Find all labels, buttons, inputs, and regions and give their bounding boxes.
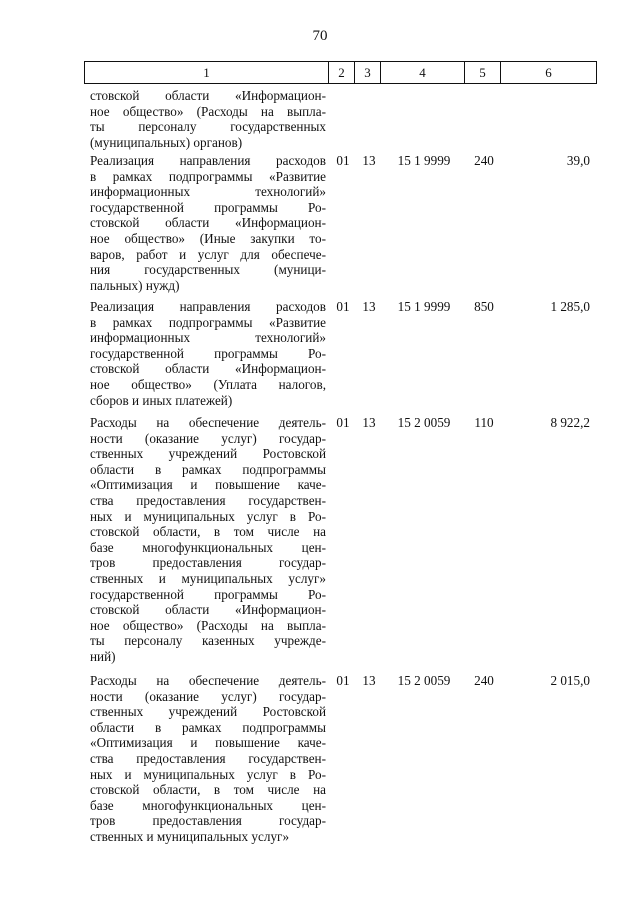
subsection-code: 13 [362,673,376,688]
description-line: Расходы на обеспечение деятель- [90,673,326,688]
description-line: ты персоналу казенных учрежде- [90,633,326,649]
description-line: «Оптимизация и повышение каче- [90,477,326,493]
description-line: ственных и муниципальных услуг» [90,570,326,586]
description-line: ное общество» (Уплата налогов, [90,376,326,392]
target-article-code: 15 2 0059 [397,415,451,430]
description-line: базе многофункциональных цен- [90,797,326,813]
description-line: в рамках подпрограммы «Развитие [90,168,326,184]
description-line: информационных технологий» [90,184,326,200]
description-line: ства предоставления государствен- [90,492,326,508]
target-article-code: 15 1 9999 [397,153,451,168]
description-line: стовской области, в том числе на [90,524,326,540]
description-line: ния государственных (муници- [90,262,326,278]
description-line: области в рамках подпрограммы [90,719,326,735]
subsection-code: 13 [362,415,376,430]
description-line: ственных учреждений Ростовской [90,446,326,462]
column-header-3: 3 [355,62,381,84]
description-line: варов, работ и услуг для обеспече- [90,246,326,262]
description-line: «Оптимизация и повышение каче- [90,735,326,751]
description-line: области в рамках подпрограммы [90,461,326,477]
description-line: тров предоставления государ- [90,555,326,571]
description-line: ства предоставления государствен- [90,750,326,766]
row-description [90,88,326,150]
description-line: ственных и муниципальных услуг» [90,828,290,844]
description-line: ных и муниципальных услуг в Ро- [90,508,326,524]
description-line: информационных технологий» [90,330,326,346]
description-line: ное общество» (Иные закупки то- [90,230,326,246]
description-line: государственной программы Ро- [90,345,326,361]
description-line: ты персоналу государственных [90,119,326,135]
subsection-code: 13 [362,153,376,168]
description-line: сборов и иных платежей) [90,392,233,408]
description-line: ных и муниципальных услуг в Ро- [90,766,326,782]
description-line: ное общество» (Расходы на выпла- [90,617,326,633]
section-code: 01 [336,299,350,314]
description-line: стовской области «Информацион- [90,602,326,618]
description-line: ний) [90,648,116,664]
description-line: стовской области «Информацион- [90,361,326,377]
description-line: государственной программы Ро- [90,586,326,602]
row-description [90,673,326,845]
amount: 2 015,0 [550,673,590,688]
description-line: ности (оказание услуг) государ- [90,688,326,704]
row-description [90,153,326,293]
column-header-row [84,61,597,84]
description-line: государственной программы Ро- [90,199,326,215]
column-header-5: 5 [465,62,501,84]
row-description [90,415,326,665]
column-header-4: 4 [381,62,465,84]
description-line: базе многофункциональных цен- [90,539,326,555]
section-code: 01 [336,415,350,430]
expense-type-code: 240 [474,153,494,168]
amount: 8 922,2 [550,415,590,430]
description-line: ственных учреждений Ростовской [90,704,326,720]
section-code: 01 [336,673,350,688]
column-header-6: 6 [501,62,597,84]
column-header-1: 1 [85,62,329,84]
expense-type-code: 240 [474,673,494,688]
description-line: стовской области «Информацион- [90,215,326,231]
description-line: стовской области, в том числе на [90,782,326,798]
column-header-2: 2 [329,62,355,84]
page-number: 70 [312,28,328,44]
description-line: Реализация направления расходов [90,153,326,168]
description-line: стовской области «Информацион- [90,88,326,103]
subsection-code: 13 [362,299,376,314]
description-line: тров предоставления государ- [90,813,326,829]
section-code: 01 [336,153,350,168]
amount: 1 285,0 [550,299,590,314]
expense-type-code: 110 [474,415,494,430]
description-line: ности (оказание услуг) государ- [90,430,326,446]
description-line: (муниципальных) органов) [90,134,243,150]
row-description [90,299,326,408]
amount: 39,0 [566,153,590,168]
description-line: Реализация направления расходов [90,299,326,314]
description-line: пальных) нужд) [90,277,180,293]
target-article-code: 15 2 0059 [397,673,451,688]
target-article-code: 15 1 9999 [397,299,451,314]
description-line: ное общество» (Расходы на выпла- [90,103,326,119]
description-line: в рамках подпрограммы «Развитие [90,314,326,330]
description-line: Расходы на обеспечение деятель- [90,415,326,430]
expense-type-code: 850 [474,299,494,314]
